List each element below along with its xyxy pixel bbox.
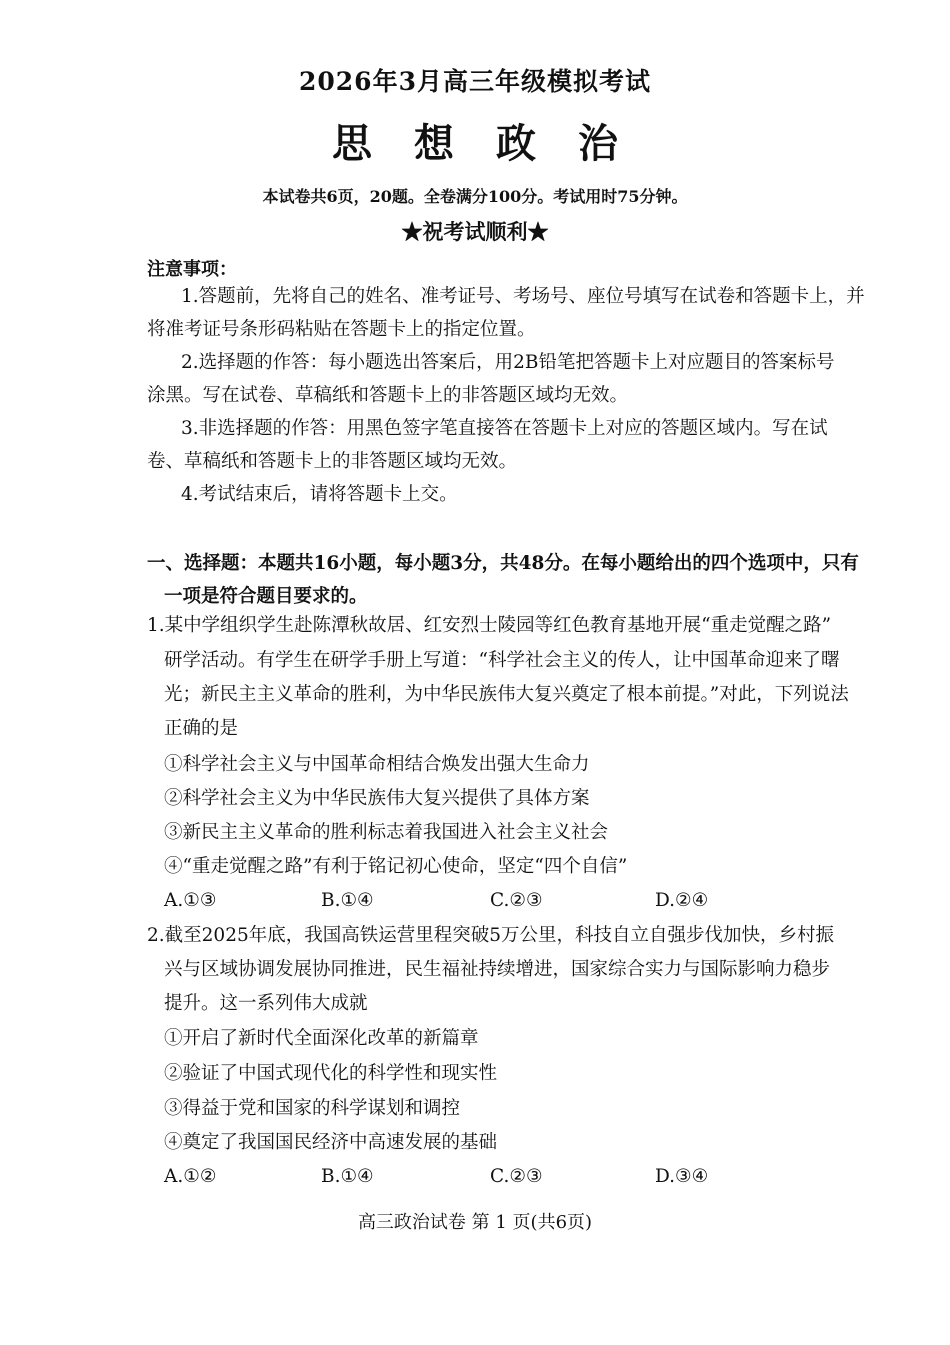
q2-option-d: D.③④ [655,1166,709,1187]
q2-option-c: C.②③ [490,1166,543,1187]
q1-statement-3: ③新民主主义革命的胜利标志着我国进入社会主义社会 [164,822,609,843]
q2-statement-1: ①开启了新时代全面深化改革的新篇章 [164,1028,479,1049]
q1-statement-2: ②科学社会主义为中华民族伟大复兴提供了具体方案 [164,788,590,809]
section-1-heading-line-1: 一、选择题：本题共16小题，每小题3分，共48分。在每小题给出的四个选项中，只有 [147,553,859,574]
q1-stem-line-4: 正确的是 [164,718,239,739]
q1-option-c: C.②③ [490,890,543,911]
page-footer: 高三政治试卷 第 1 页(共6页) [357,1212,593,1233]
q1-statement-1: ①科学社会主义与中国革命相结合焕发出强大生命力 [164,754,590,775]
q2-option-b: B.①④ [321,1166,374,1187]
q2-statement-3: ③得益于党和国家的科学谋划和调控 [164,1098,461,1119]
q1-stem-line-1: 1.某中学组织学生赴陈潭秋故居、红安烈士陵园等红色教育基地开展“重走觉醒之路” [147,615,832,636]
q1-stem-line-2: 研学活动。有学生在研学手册上写道：“科学社会主义的传人，让中国革命迎来了曙 [164,650,840,671]
q1-option-a: A.①③ [164,890,217,911]
q2-option-a: A.①② [164,1166,217,1187]
q2-statement-2: ②验证了中国式现代化的科学性和现实性 [164,1063,498,1084]
q2-statement-4: ④奠定了我国国民经济中高速发展的基础 [164,1132,498,1153]
subject-title: 思想政治 [332,120,660,167]
exam-title: 2026年3月高三年级模拟考试 [299,67,651,96]
exam-info: 本试卷共6页，20题。全卷满分100分。考试用时75分钟。 [262,187,688,206]
q2-stem-line-2: 兴与区域协调发展协同推进，民生福祉持续增进，国家综合实力与国际影响力稳步 [164,959,831,980]
notice-item-1-line-1: 1.答题前，先将自己的姓名、准考证号、考场号、座位号填写在试卷和答题卡上，并 [181,286,865,307]
notice-item-3-line-1: 3.非选择题的作答：用黑色签字笔直接答在答题卡上对应的答题区域内。写在试 [181,418,828,439]
notice-item-1-line-2: 将准考证号条形码粘贴在答题卡上的指定位置。 [147,319,536,340]
notice-item-3-line-2: 卷、草稿纸和答题卡上的非答题区域均无效。 [147,451,518,472]
notice-item-4-line-1: 4.考试结束后，请将答题卡上交。 [181,484,458,505]
q1-statement-4: ④“重走觉醒之路”有利于铭记初心使命，坚定“四个自信” [164,856,628,877]
q1-option-d: D.②④ [655,890,709,911]
section-1-heading-line-2: 一项是符合题目要求的。 [164,586,368,607]
q1-options [0,892,950,914]
notice-item-2-line-2: 涂黑。写在试卷、草稿纸和答题卡上的非答题区域均无效。 [147,385,629,406]
q2-options [0,1168,950,1190]
q2-stem-line-3: 提升。这一系列伟大成就 [164,993,368,1014]
notice-heading: 注意事项： [147,259,237,280]
q2-stem-line-1: 2.截至2025年底，我国高铁运营里程突破5万公里，科技自立自强步伐加快，乡村振 [147,925,835,946]
notice-item-2-line-1: 2.选择题的作答：每小题选出答案后，用2B铅笔把答题卡上对应题目的答案标号 [181,352,835,373]
q1-stem-line-3: 光；新民主主义革命的胜利，为中华民族伟大复兴奠定了根本前提。”对此，下列说法 [164,684,849,705]
q1-option-b: B.①④ [321,890,374,911]
good-luck-banner: ★祝考试顺利★ [401,219,549,244]
